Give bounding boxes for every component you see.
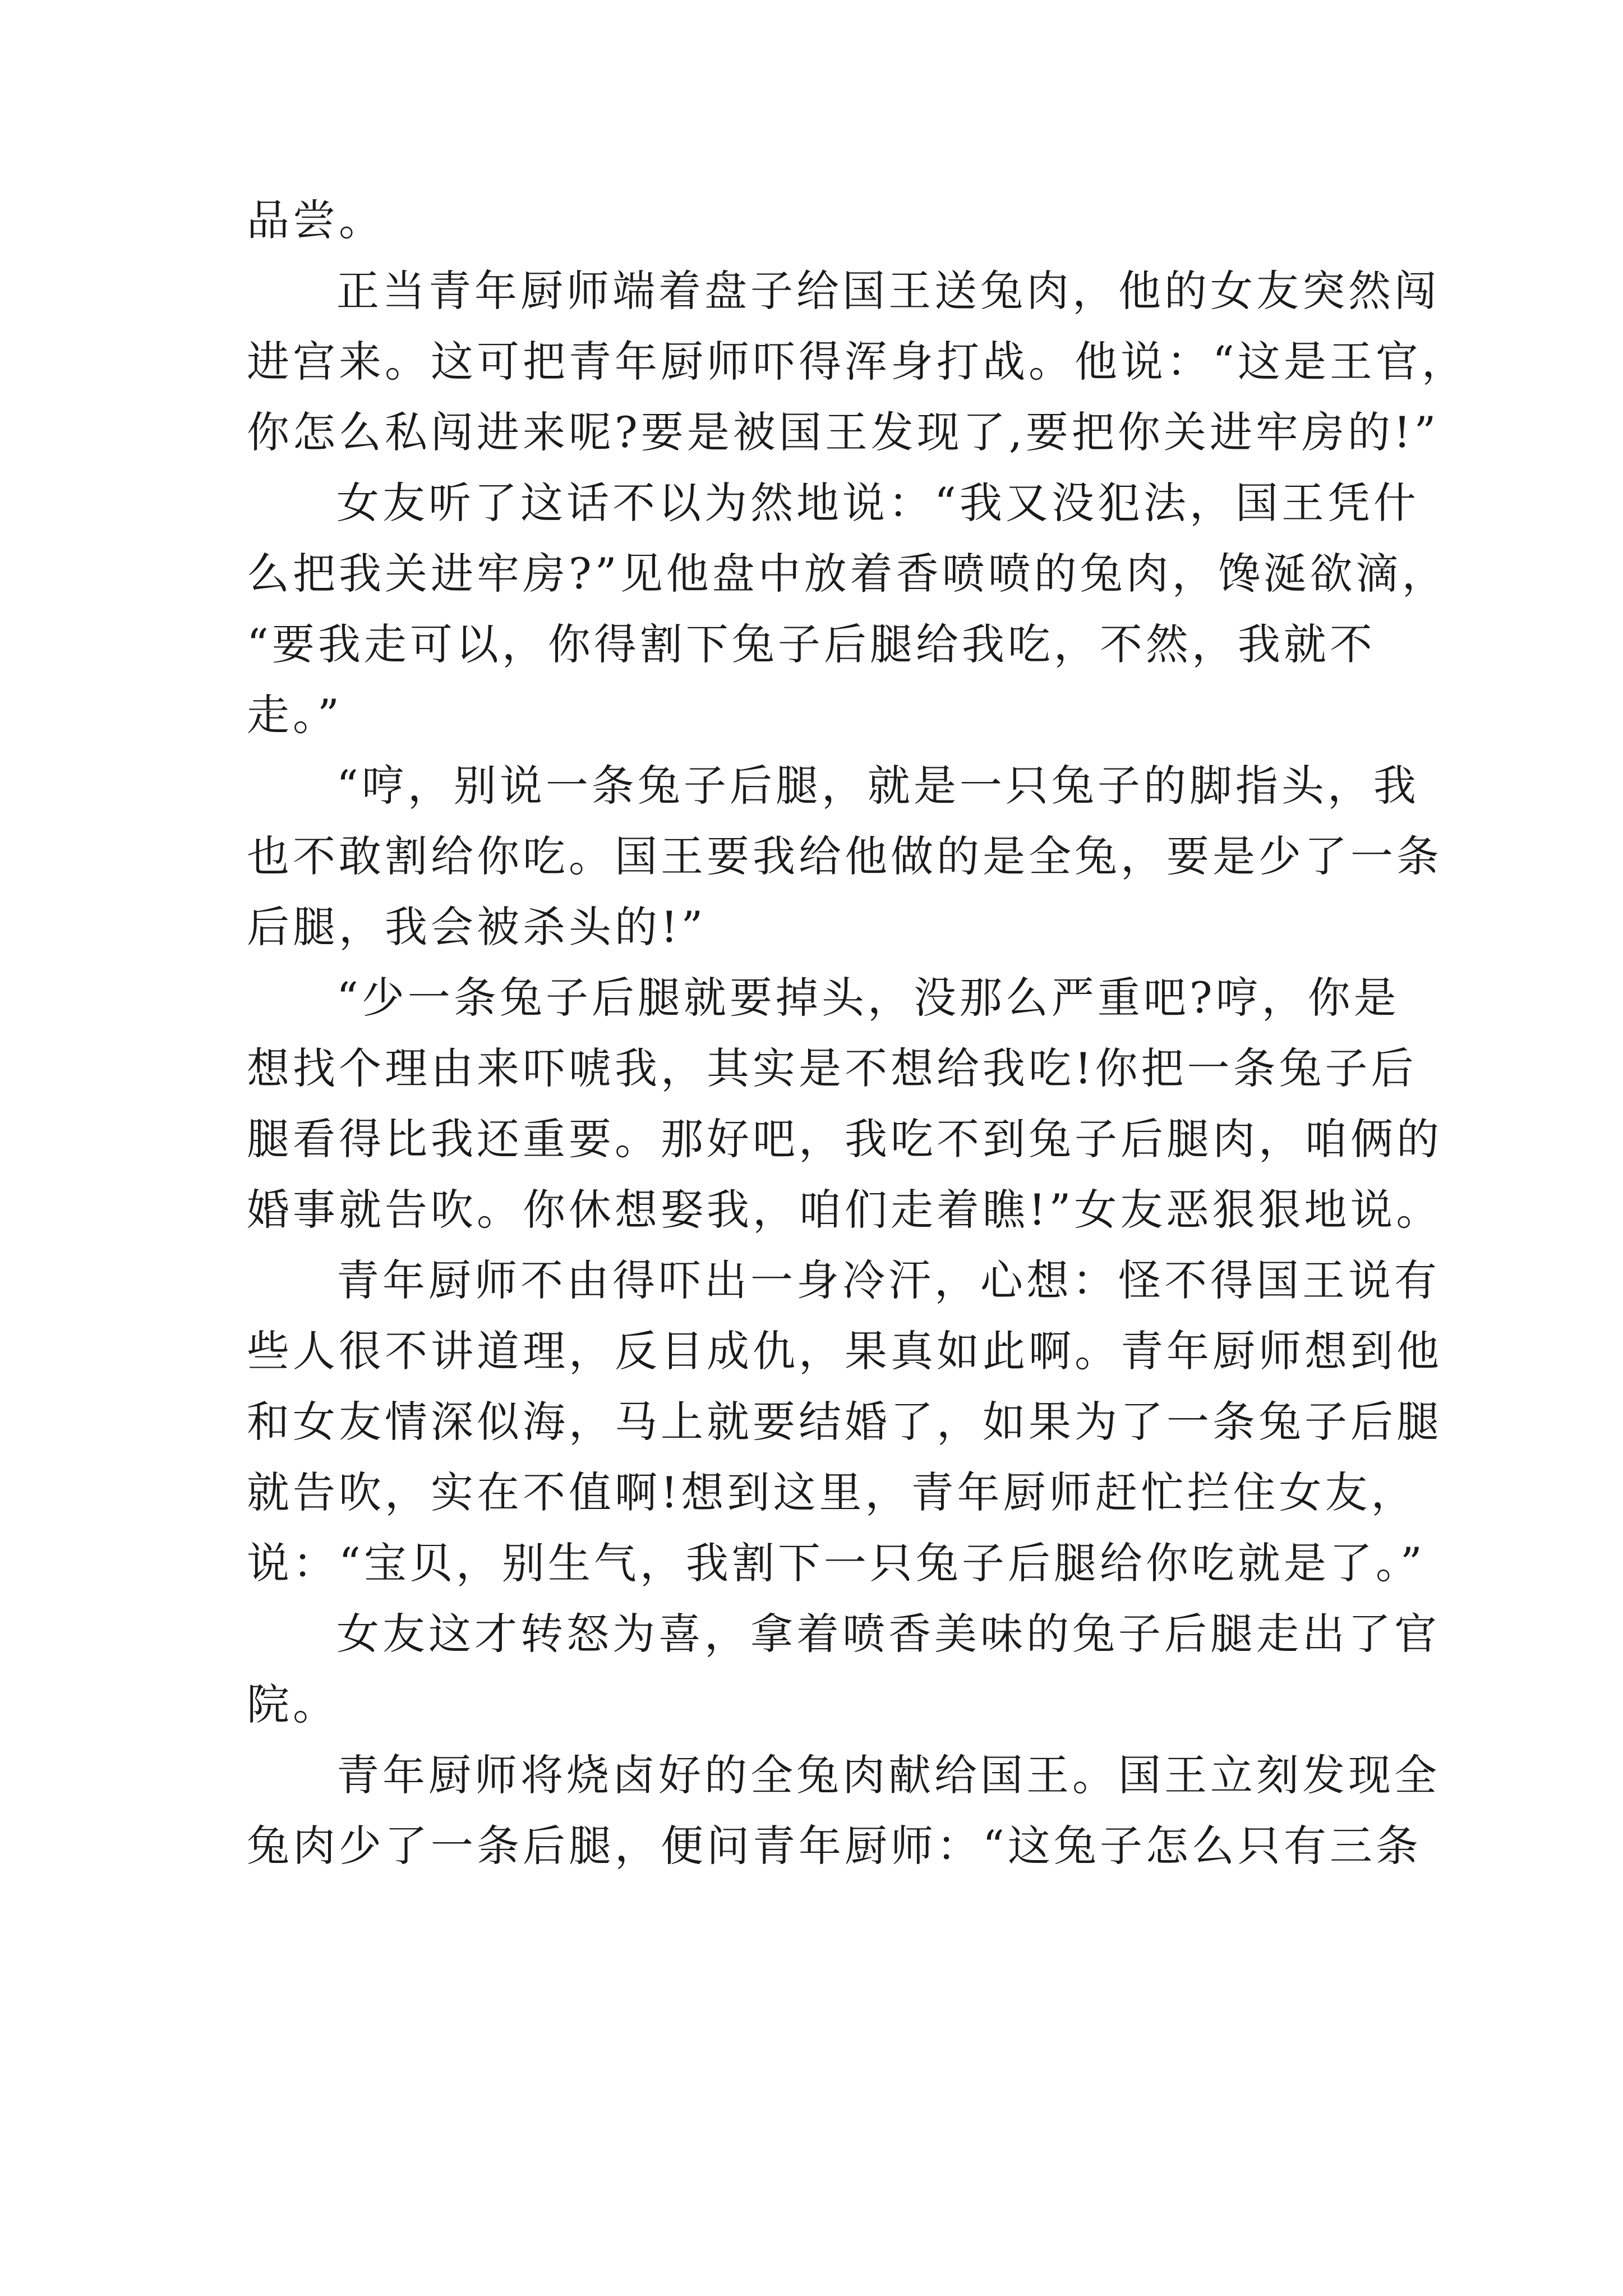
text-line: 进宫来。这可把青年厨师吓得浑身打战。他说：“这是王官，: [247, 337, 1468, 386]
text-line: 就告吹，实在不值啊!想到这里，青年厨师赶忙拦住女友，: [247, 1467, 1417, 1517]
paragraph-first-line: 正当青年厨师端着盘子给国王送兔肉，他的女友突然闯: [336, 266, 1440, 316]
paragraph-first-line: 女友这才转怒为喜，拿着喷香美味的兔子后腿走出了官: [336, 1609, 1440, 1659]
paragraph-first-line: 青年厨师不由得吓出一身冷汗，心想：怪不得国王说有: [336, 1255, 1440, 1305]
text-line: 腿看得比我还重要。那好吧，我吃不到兔子后腿肉，咱俩的: [247, 1114, 1442, 1164]
paragraph-first-line: “哼，别说一条兔子后腿，就是一只兔子的脚指头，我: [336, 761, 1419, 811]
paragraph-first-line: “少一条兔子后腿就要掉头，没那么严重吧?哼，你是: [336, 973, 1400, 1023]
text-line: 么把我关进牢房?”见他盘中放着香喷喷的兔肉，馋涎欲滴，: [247, 549, 1448, 599]
text-line: 院。: [247, 1680, 339, 1729]
text-line: 也不敢割给你吃。国王要我给他做的是全兔，要是少了一条: [247, 831, 1442, 881]
text-line: 婚事就告吹。你休想娶我，咱们走着瞧!”女友恶狠狠地说。: [247, 1185, 1442, 1235]
body-text: [247, 185, 1468, 1881]
text-line: 品尝。: [247, 195, 385, 245]
text-line: “要我走可以，你得割下兔子后腿给我吃，不然，我就不: [247, 619, 1376, 669]
text-line: 些人很不讲道理，反目成仇，果真如此啊。青年厨师想到他: [247, 1326, 1442, 1376]
text-line: 说：“宝贝，别生气，我割下一只兔子后腿给你吃就是了。”: [247, 1538, 1426, 1588]
text-line: 走。”: [247, 690, 343, 740]
text-line: 你怎么私闯进来呢?要是被国王发现了,要把你关进牢房的!”: [247, 407, 1440, 457]
text-line: 想找个理由来吓唬我，其实是不想给我吃!你把一条兔子后: [247, 1043, 1417, 1093]
text-line: 和女友情深似海，马上就要结婚了，如果为了一条兔子后腿: [247, 1397, 1442, 1447]
text-line: 后腿，我会被杀头的!”: [247, 902, 707, 952]
text-line: 兔肉少了一条后腿，便问青年厨师：“这兔子怎么只有三条: [247, 1821, 1422, 1871]
paragraph-first-line: 青年厨师将烧卤好的全兔肉献给国王。国王立刻发现全: [336, 1750, 1440, 1800]
paragraph-first-line: 女友听了这话不以为然地说：“我又没犯法，国王凭什: [336, 478, 1419, 528]
